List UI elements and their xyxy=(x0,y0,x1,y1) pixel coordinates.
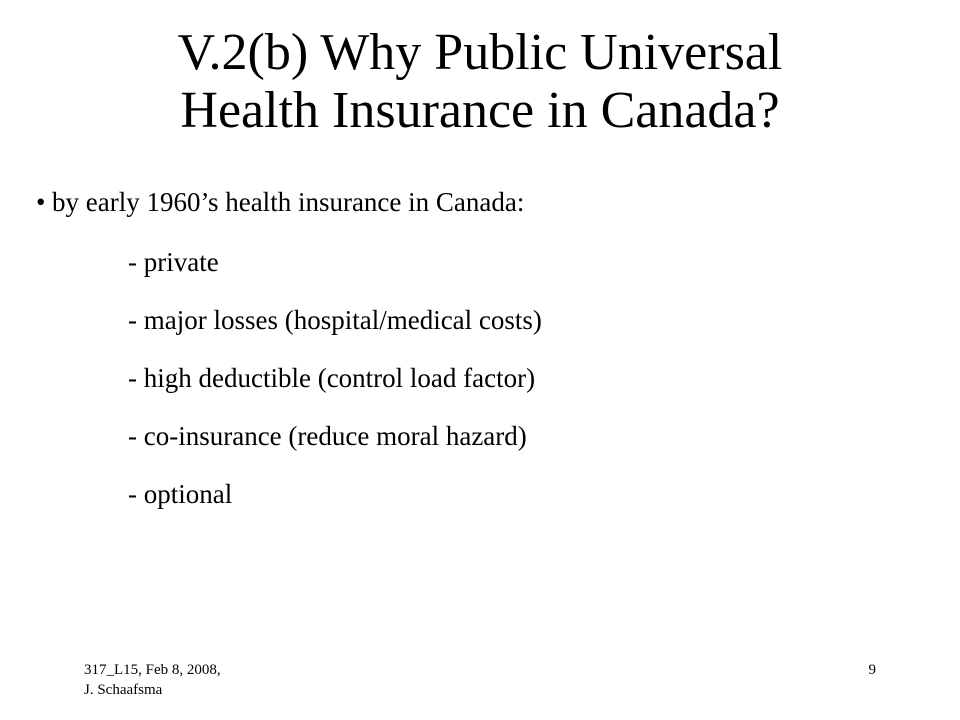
slide-title-line-2: Health Insurance in Canada? xyxy=(180,82,780,139)
sub-item-private: - private xyxy=(128,247,219,277)
bullet-text: by early 1960’s health insurance in Canada: xyxy=(52,187,525,217)
sub-item-major-losses: - major losses (hospital/medical costs) xyxy=(128,305,542,335)
sub-item-co-insurance: - co-insurance (reduce moral hazard) xyxy=(128,421,527,451)
bullet-marker: • xyxy=(36,187,46,217)
footer-course-line: 317_L15, Feb 8, 2008, xyxy=(84,662,221,678)
sub-item-optional: - optional xyxy=(128,479,233,509)
sub-item-list xyxy=(128,244,542,534)
footer-credit xyxy=(84,660,221,700)
sub-item-high-deductible: - high deductible (control load factor) xyxy=(128,363,536,393)
page-number: 9 xyxy=(868,662,876,678)
slide-title-line-1: V.2(b) Why Public Universal xyxy=(177,24,783,81)
footer-author-line: J. Schaafsma xyxy=(84,682,163,698)
slide-title xyxy=(60,24,900,140)
bullet-item xyxy=(36,184,524,220)
